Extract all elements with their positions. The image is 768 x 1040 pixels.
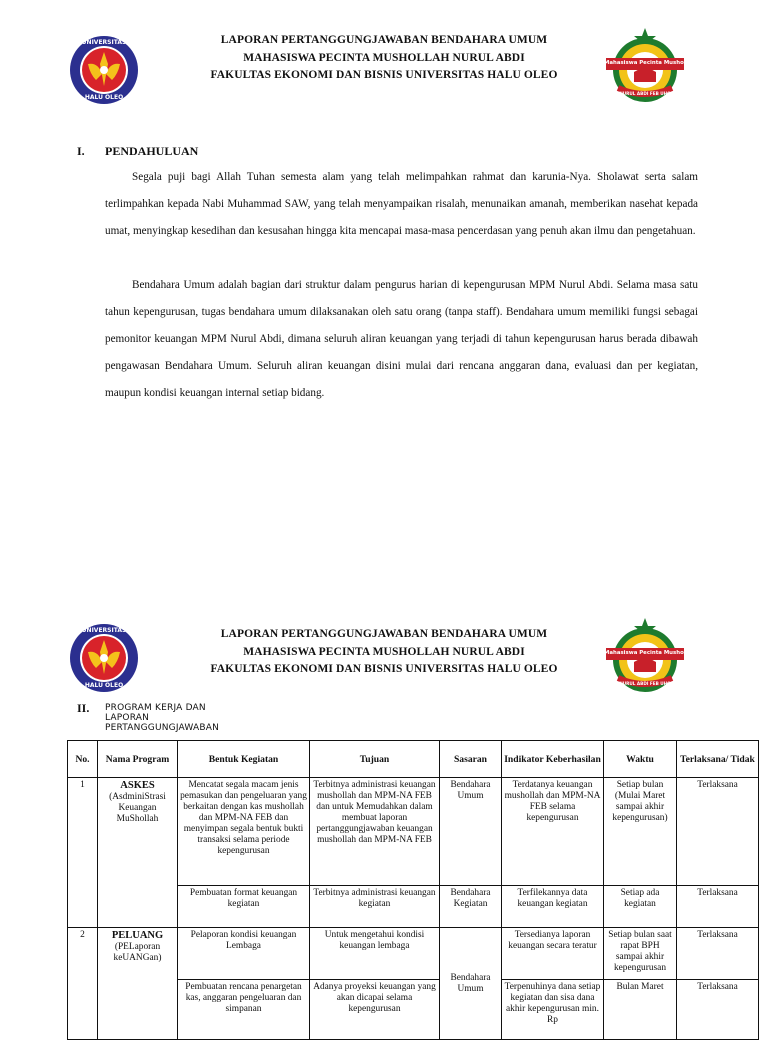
program-description: (AsdminiStrasi Keuangan MuShollah — [109, 792, 166, 824]
table-header-row — [68, 741, 759, 778]
mpm-logo — [604, 26, 692, 108]
waktu-cell: Setiap bulan (Mulai Maret sampai akhir kepengurusan) — [604, 778, 677, 886]
letterhead — [0, 18, 768, 101]
section-2-title: PROGRAM KERJA DAN LAPORAN PERTANGGUNGJAWABAN — [105, 703, 220, 733]
program-name-cell — [98, 928, 178, 1040]
tujuan-cell: Untuk mengetahui kondisi keuangan lembaga — [310, 928, 440, 980]
indikator-cell: Terpenuhinya dana setiap kegiatan dan sisa dana akhir kepengurusan min. Rp — [502, 980, 604, 1040]
section-1-number: I. — [77, 144, 85, 158]
bentuk-cell: Mencatat segala macam jenis pemasukan dan pengeluaran yang berkaitan dengan kas mushollah dan MPM-NA FEB dan menyimpan segala bentuk bukti transaksi selama periode kepengurusan — [178, 778, 310, 886]
university-logo — [68, 34, 140, 106]
col-header-bentuk: Bentuk Kegiatan — [178, 741, 310, 778]
section-1-title: PENDAHULUAN — [105, 144, 199, 158]
university-logo-top-text: UNIVERSITAS — [81, 627, 127, 634]
program-name: ASKES — [120, 780, 155, 791]
row-number: 1 — [68, 778, 98, 928]
waktu-cell: Bulan Maret — [604, 980, 677, 1040]
bentuk-cell: Pelaporan kondisi keuangan Lembaga — [178, 928, 310, 980]
mpm-logo-banner-text: Mahasiswa Pecinta Musholla — [604, 650, 692, 656]
sasaran-cell: Bendahara Umum — [440, 778, 502, 886]
program-name: PELUANG — [111, 930, 164, 941]
letterhead-line-2: MAHASISWA PECINTA MUSHOLLAH NURUL ABDI — [243, 645, 525, 658]
sasaran-cell: Bendahara Kegiatan — [440, 886, 502, 928]
indikator-cell: Terfilekannya data keuangan kegiatan — [502, 886, 604, 928]
tujuan-cell: Terbitnya administrasi keuangan mushollah dan MPM-NA FEB dan untuk Memudahkan dalam membuat laporan pertanggungjawaban keuangan mushollah dan MPM-NA FEB — [310, 778, 440, 886]
waktu-cell: Setiap ada kegiatan — [604, 886, 677, 928]
col-header-sasaran: Sasaran — [440, 741, 502, 778]
program-name-cell — [98, 778, 178, 928]
status-cell: Terlaksana — [677, 928, 759, 980]
indikator-cell: Tersedianya laporan keuangan secara teratur — [502, 928, 604, 980]
letterhead — [0, 608, 768, 688]
waktu-cell: Setiap bulan saat rapat BPH sampai akhir kepengurusan — [604, 928, 677, 980]
university-logo-bottom-text: HALU OLEO — [84, 682, 124, 689]
status-cell: Terlaksana — [677, 886, 759, 928]
page-gap — [0, 570, 768, 600]
mpm-logo-bottom-text: NURUL ABDI FEB UHO — [619, 91, 671, 96]
tujuan-cell: Terbitnya administrasi keuangan kegiatan — [310, 886, 440, 928]
bentuk-cell: Pembuatan rencana penargetan kas, anggaran pengeluaran dan simpanan — [178, 980, 310, 1040]
mpm-logo — [604, 616, 692, 698]
mpm-logo-banner-text: Mahasiswa Pecinta Musholla — [604, 60, 692, 66]
university-logo-bottom-text: HALU OLEO — [84, 94, 124, 101]
col-header-no: No. — [68, 741, 98, 778]
col-header-tujuan: Tujuan — [310, 741, 440, 778]
letterhead-title — [160, 626, 608, 679]
letterhead-line-2: MAHASISWA PECINTA MUSHOLLAH NURUL ABDI — [243, 51, 525, 64]
letterhead-title — [160, 32, 608, 85]
section-2-number: II. — [77, 701, 90, 715]
table-row — [68, 778, 759, 886]
letterhead-line-3: FAKULTAS EKONOMI DAN BISNIS UNIVERSITAS HALU OLEO — [210, 663, 558, 675]
row-number: 2 — [68, 928, 98, 1040]
letterhead-line-1: LAPORAN PERTANGGUNGJAWABAN BENDAHARA UMUM — [220, 34, 548, 46]
col-header-indikator: Indikator Keberhasilan — [502, 741, 604, 778]
university-logo — [68, 622, 140, 694]
program-description: (PELaporan keUANGan) — [113, 942, 162, 963]
tujuan-cell: Adanya proyeksi keuangan yang akan dicapai selama kepengurusan — [310, 980, 440, 1040]
intro-paragraph-1: Segala puji bagi Allah Tuhan semesta alam yang telah melimpahkan rahmat dan karunia-Nya. Sholawat serta salam terlimpahkan kepada Nabi Muhammad SAW, yang telah menyampaikan risalah, menunaikan amanah, memberikan nasehat kepada umat, menyingkap kesedihan dan kesusahan hingga kita mencapai masa-masa pencerdasan yang penuh akan ilmu dan pengetahuan. — [105, 171, 698, 237]
status-cell: Terlaksana — [677, 778, 759, 886]
bentuk-cell: Pembuatan format keuangan kegiatan — [178, 886, 310, 928]
table-row — [68, 928, 759, 980]
indikator-cell: Terdatanya keuangan mushollah dan MPM-NA FEB selama kepengurusan — [502, 778, 604, 886]
col-header-program: Nama Program — [98, 741, 178, 778]
program-table — [67, 740, 759, 1040]
document-page-2 — [0, 600, 768, 1024]
mpm-logo-bottom-text: NURUL ABDI FEB UHO — [619, 681, 671, 686]
letterhead-line-1: LAPORAN PERTANGGUNGJAWABAN BENDAHARA UMUM — [220, 628, 548, 640]
intro-paragraph-2: Bendahara Umum adalah bagian dari struktur dalam pengurus harian di kepengurusan MPM Nurul Abdi. Selama masa satu tahun kepengurusan, tugas bendahara umum dilaksanakan oleh satu orang (tanpa staff). Bendahara umum memiliki fungsi sebagai pemonitor keuangan MPM Nurul Abdi, dimana seluruh aliran keuangan yang terjadi di tahun kepengurusan harus berada dibawah pengawasan Bendahara Umum. Seluruh aliran keuangan disini mulai dari rencana anggaran dana, evaluasi dan per kegiatan, maupun kondisi keuangan internal setiap bidang. — [105, 279, 698, 399]
sasaran-cell: Bendahara Umum — [440, 928, 502, 1040]
university-logo-top-text: UNIVERSITAS — [81, 39, 127, 46]
col-header-status: Terlaksana/ Tidak — [677, 741, 759, 778]
col-header-waktu: Waktu — [604, 741, 677, 778]
status-cell: Terlaksana — [677, 980, 759, 1040]
letterhead-line-3: FAKULTAS EKONOMI DAN BISNIS UNIVERSITAS HALU OLEO — [210, 69, 558, 81]
